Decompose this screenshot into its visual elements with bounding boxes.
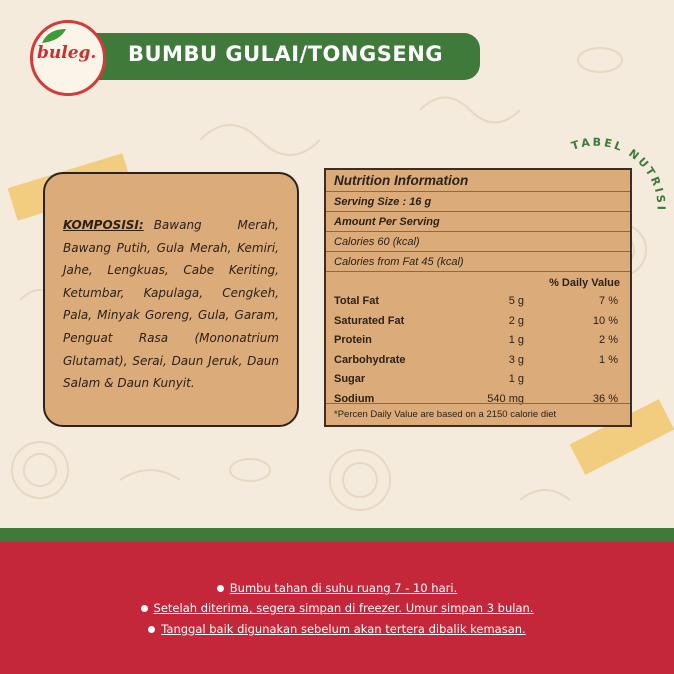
daily-value-header-row: [326, 272, 630, 291]
nutrient-amount: 1 g: [508, 373, 524, 385]
storage-note-text: Bumbu tahan di suhu ruang 7 - 10 hari.: [229, 581, 458, 595]
bullet-icon: [217, 585, 224, 592]
composition-text: [63, 214, 279, 395]
table-row: [326, 291, 630, 311]
section-label-text: TABEL NUTRISI: [569, 135, 668, 213]
calories-fat-row: [326, 252, 630, 272]
nutrient-daily-value: 10 %: [592, 314, 618, 327]
nutrient-daily-value: 7 %: [599, 295, 618, 307]
nutrient-amount: 1 g: [508, 334, 524, 346]
nutrient-daily-value: 1 %: [599, 353, 618, 366]
brand-logo-text: buleg.: [37, 43, 97, 63]
nutrient-name: Sugar: [334, 373, 366, 385]
nutrient-name: Sodium: [334, 392, 375, 405]
nutrient-name: Saturated Fat: [334, 314, 405, 327]
composition-ingredients: Bawang Merah, Bawang Putih, Gula Merah, Kemiri, Jahe, Lengkuas, Cabe Keriting, Ketumbar, Kapulaga, Cengkeh, Pala, Minyak Goreng, Gula, Garam, Penguat Rasa (Mononatrium Glutamat), Serai, Daun Jeruk, Daun Salam & Daun Kunyit.: [63, 218, 279, 391]
nutrition-footnote-row: [326, 403, 630, 425]
nutrient-daily-value: 36 %: [592, 392, 618, 405]
calories-row: [326, 232, 630, 252]
section-label: [565, 120, 670, 225]
storage-note-text: Tanggal baik digunakan sebelum akan tertera dibalik kemasan.: [161, 622, 526, 636]
nutrient-amount: 5 g: [508, 295, 524, 307]
nutrition-title: Nutrition Information: [334, 173, 469, 188]
nutrient-name: Carbohydrate: [334, 353, 406, 366]
calories: Calories 60 (kcal): [334, 236, 420, 248]
table-row: [326, 311, 630, 331]
nutrition-footnote: *Percen Daily Value are based on a 2150 calorie diet: [334, 409, 557, 420]
storage-note-text: Setelah diterima, segera simpan di freezer. Umur simpan 3 bulan.: [153, 601, 534, 615]
nutrient-name: Total Fat: [334, 295, 380, 307]
nutrient-name: Protein: [334, 334, 372, 346]
storage-note: [0, 601, 674, 615]
bullet-icon: [148, 626, 155, 633]
bullet-icon: [141, 605, 148, 612]
nutrient-daily-value: 2 %: [599, 334, 618, 346]
composition-card: [43, 172, 299, 427]
nutrient-amount: 2 g: [508, 314, 524, 327]
green-stripe: [0, 528, 674, 542]
svg-text:TABEL NUTRISI: [570, 136, 668, 213]
nutrient-amount: 3 g: [508, 353, 524, 366]
serving-size: Serving Size : 16 g: [334, 196, 432, 208]
composition-label: KOMPOSISI:: [63, 218, 144, 232]
calories-from-fat: Calories from Fat 45 (kcal): [334, 256, 464, 268]
table-row: [326, 350, 630, 370]
daily-value-header: % Daily Value: [549, 277, 620, 289]
nutrient-amount: 540 mg: [487, 392, 524, 405]
storage-note: [0, 581, 674, 595]
amount-per-serving: Amount Per Serving: [334, 216, 440, 228]
page-title: BUMBU GULAI/TONGSENG: [128, 42, 444, 66]
table-row: [326, 330, 630, 350]
table-row: [326, 369, 630, 389]
storage-note: [0, 622, 674, 636]
